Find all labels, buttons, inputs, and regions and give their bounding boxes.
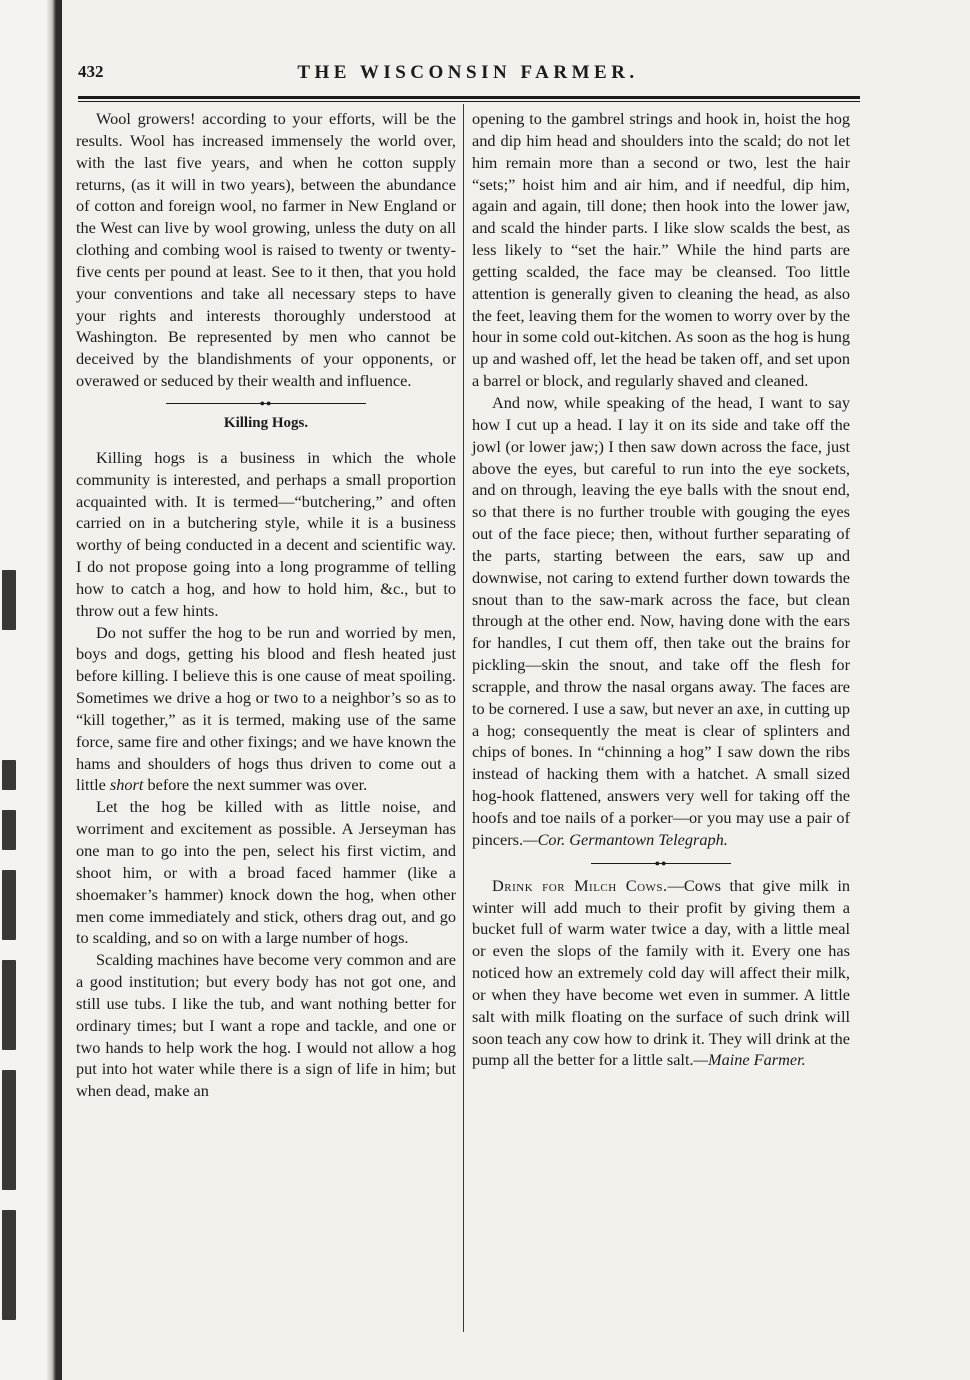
emphasis-short: short bbox=[109, 775, 144, 795]
paragraph-2-text-end: before the next summer was over. bbox=[143, 775, 368, 795]
page-header bbox=[78, 62, 858, 92]
running-title: THE WISCONSIN FARMER. bbox=[297, 62, 639, 83]
section-separator: ●● bbox=[166, 397, 366, 411]
milch-cows-paragraph bbox=[472, 875, 850, 1072]
right-column bbox=[472, 108, 850, 1071]
killing-hogs-paragraph-4: Scalding machines have become very common and are a good institution; but every body has not got one, and still use tubs. I like the tub, and want nothing better for ordinary times; but I want a rope and tackle, and one or two hands to help work the hog. I would not allow a hog put into hot water while there is a sign of life in him; but when dead, make an bbox=[76, 950, 456, 1101]
source-credit-germantown: —Cor. Germantown Telegraph. bbox=[523, 829, 728, 849]
killing-hogs-paragraph-1: Killing hogs is a business in which the whole community is interested, and perhaps a small proportion acquainted with. It is termed—“butchering,” and often carried on in a butchering style, while it is a business worthy of being conducted in a decent and scientific way. I do not propose going into a long programme of telling how to catch a hog, and how to hold him, &c., but to throw out a few hints. bbox=[76, 447, 456, 620]
head-cutting-text: And now, while speaking of the head, I want to say how I cut up a head. I lay it on its side and take off the jowl (or lower jaw;) I then saw down across the face, just above the eyes, but careful to run into the eye sockets, and on through, leaving the eye balls with the snout end, so that there is no further trouble with gouging the eyes out of the face piece; then, without further separating of the parts, starting between the ears, saw up and downwise, not caring to extend further down towards the snout than to the saw-mark across the face, but clean through at the other end. Now, having done with the ears for handles, I cut them off, then take out the brains for pickling—skin the snout, and take off the flesh for scrapple, and throw the nasal organs away. The faces are to be cornered. I use a saw, but never an axe, in cutting up a hog; consequently the meat is clear of splinters and chips of bones. In “chinning a hog” I saw down the ribs instead of hacking them with a hatchet. A small sized hog-hook flattened, answers very well for taking off the hoofs and toe nails of a porker—or you may use a pair of pincers. bbox=[472, 392, 850, 849]
scalding-paragraph: opening to the gambrel strings and hook in, hoist the hog and dip him head and shoulders into the scald; do not let him remain more than a second or two, lest the hair “sets;” hoist him and air him, and if needful, dip him, again and again, till done; then hook into the lower jaw, and scald the hinder parts. I like slow scalds the best, as less likely to “set the hair.” While the hind parts are getting scalded, the face may be cleansed. Too little attention is generally given to cleaning the head, as also the feet, leaving them for the women to worry over by the hour in some cold out-kitchen. As soon as the hog is hung up and washed off, let the head be taken off, and set upon a barrel or block, and regularly shaved and cleaned. bbox=[472, 109, 850, 391]
milch-cows-title: Drink for Milch Cows. bbox=[492, 875, 668, 895]
binding-edge bbox=[0, 0, 62, 1380]
column-divider bbox=[463, 104, 464, 1332]
head-cutting-paragraph bbox=[472, 392, 850, 851]
paragraph-2-text-start: Do not suffer the hog to be run and worried by men, boys and dogs, getting his blood and flesh heated just before killing. I believe this is one cause of meat spoiling. Sometimes we drive a hog or two to a neighbor’s so as to “kill together,” as it is termed, making use of the same force, same fire and other fixings; and we have known the hams and shoulders of hogs thus driven to come out a little bbox=[76, 622, 456, 795]
section-separator-2: ●● bbox=[591, 857, 731, 871]
killing-hogs-paragraph-3: Let the hog be killed with as little noise, and worriment and excitement as possible. A Jerseyman has one man to go into the pen, select his first victim, and shoot him, or with a broad faced hammer (like a shoemaker’s hammer) knock down the hog, when other men come immediately and stick, others drag out, and go to scalding, and so on with a large number of hogs. bbox=[76, 797, 456, 948]
left-column bbox=[76, 108, 456, 1102]
section-title-killing-hogs: Killing Hogs. bbox=[223, 414, 309, 431]
killing-hogs-paragraph-2 bbox=[76, 622, 456, 797]
binding-stamp-marks bbox=[0, 560, 24, 1340]
header-rule bbox=[78, 96, 860, 102]
milch-cows-text: —Cows that give milk in winter will add much to their profit by giving them a bucket full of warm water twice a day, with a little meal or even the slops of the family with it. Every one has noticed how an extremely cold day will affect their milk, or when they have become wet even in summer. A little salt with milk floating on the surface of such drink will soon teach any cow how to drink it. They will drink at the pump all the better for a little salt. bbox=[472, 875, 850, 1070]
page-number: 432 bbox=[78, 62, 104, 81]
wool-paragraph: Wool growers! according to your efforts, will be the results. Wool has increased immensely the world over, with the last five years, and when he cotton supply returns, (as it will in two years), between the abundance of cotton and foreign wool, no farmer in New England or the West can live by wool growing, unless the duty on all clothing and combing wool is raised to twenty or twenty-five cents per pound at least. See to it then, that you hold your conventions and take all necessary steps to have your rights and interests thoroughly understood at Washington. Be represented by men who cannot be deceived by the blandishments of your opponents, or overawed or seduced by their wealth and influence. bbox=[76, 109, 456, 391]
source-credit-maine-farmer: —Maine Farmer. bbox=[693, 1050, 806, 1070]
